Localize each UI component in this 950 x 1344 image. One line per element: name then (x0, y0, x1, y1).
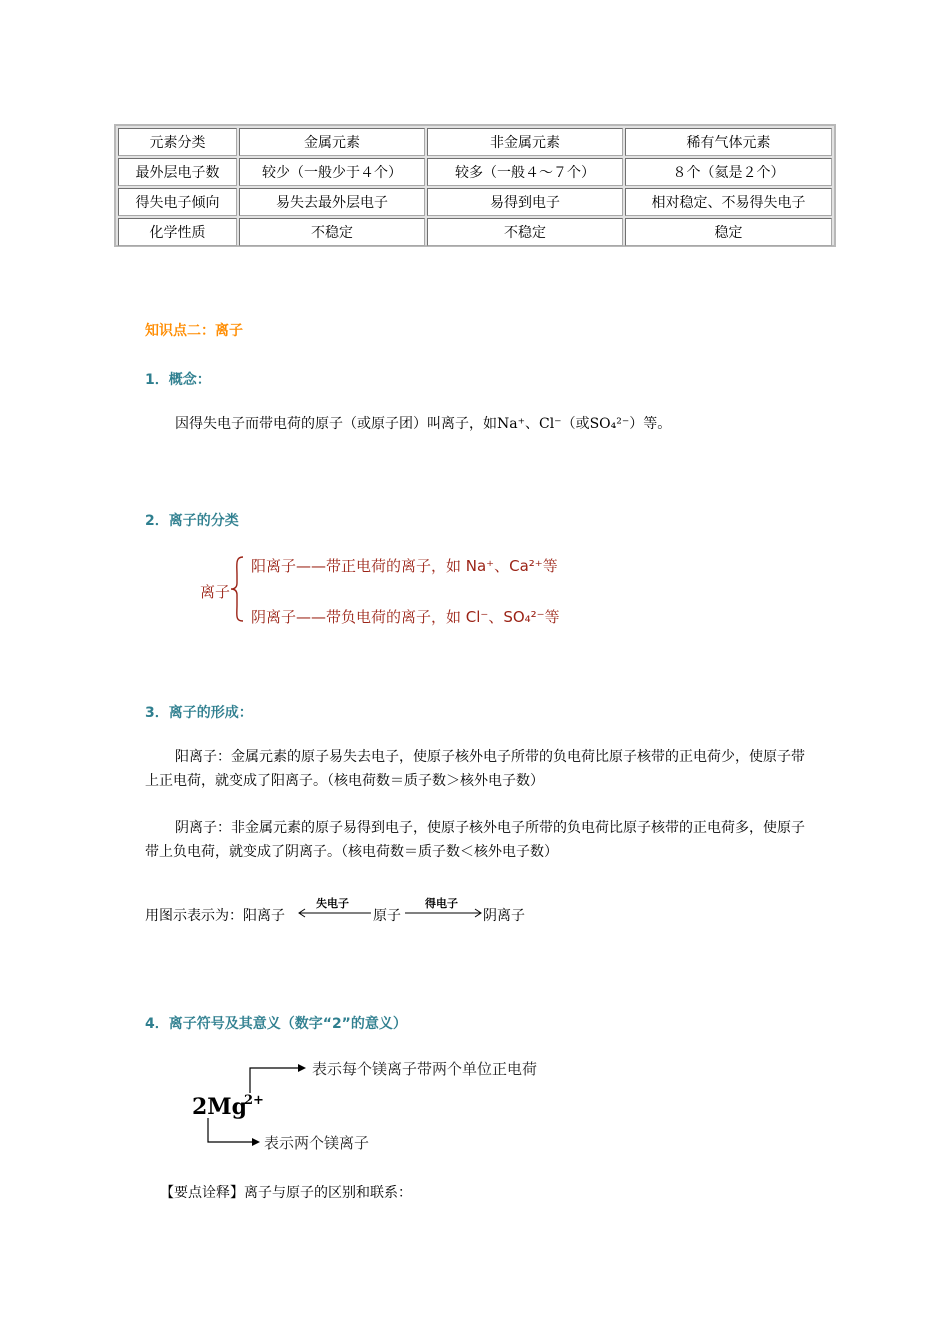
key-points-text: 【要点诠释】离子与原子的区别和联系： (160, 1185, 412, 1201)
table-row (118, 218, 832, 246)
lose-electron-label: 失电子 (316, 897, 349, 910)
table-cell: 元素分类 (118, 128, 237, 156)
table-cell: 化学性质 (118, 218, 237, 246)
table-cell: 易失去最外层电子 (239, 188, 425, 216)
atom-label: 原子 (373, 908, 401, 924)
table-cell: 易得到电子 (427, 188, 623, 216)
table-cell: 稳定 (625, 218, 832, 246)
section-title: 知识点二：离子 (145, 323, 243, 339)
table-cell: 稀有气体元素 (625, 128, 832, 156)
anion-paragraph: 阴离子：非金属元素的原子易得到电子，使原子核外电子所带的负电荷比原子核带的正电荷多，使原子带上负电荷，就变成了阴离子。（核电荷数＝质子数＜核外电子数） (145, 820, 805, 860)
table-cell: 非金属元素 (427, 128, 623, 156)
anion-line: 阴离子——带负电荷的离子，如 Cl⁻、SO₄²⁻等 (251, 608, 560, 626)
brace-icon (229, 555, 249, 623)
table-cell: 较少（一般少于４个） (239, 158, 425, 186)
ion-formula: 2Mg (192, 1094, 248, 1120)
formation-heading: 3．离子的形成： (145, 705, 253, 721)
cation-paragraph: 阳离子：金属元素的原子易失去电子，使原子核外电子所带的负电荷比原子核带的正电荷少，使原子带上正电荷，就变成了阳离子。（核电荷数＝质子数＞核外电子数） (145, 749, 805, 789)
diagram-prefix: 用图示表示为：阳离子 (145, 908, 285, 924)
upper-meaning: 表示每个镁离子带两个单位正电荷 (312, 1060, 538, 1078)
right-arrow-icon (403, 908, 483, 918)
ion-charge: 2+ (244, 1093, 264, 1108)
table-row (118, 188, 832, 216)
cation-line: 阳离子——带正电荷的离子，如 Na⁺、Ca²⁺等 (251, 557, 558, 575)
left-arrow-icon (297, 908, 373, 918)
table-cell: 最外层电子数 (118, 158, 237, 186)
lower-meaning: 表示两个镁离子 (264, 1134, 370, 1152)
concept-heading: 1．概念： (145, 372, 211, 388)
table-cell: 得失电子倾向 (118, 188, 237, 216)
table-cell: ８个（氦是２个） (625, 158, 832, 186)
table-cell: 金属元素 (239, 128, 425, 156)
element-classification-table (114, 124, 836, 247)
table-cell: 不稳定 (239, 218, 425, 246)
table-cell: 相对稳定、不易得失电子 (625, 188, 832, 216)
gain-electron-label: 得电子 (425, 897, 458, 910)
symbol-heading: 4．离子符号及其意义（数字“2”的意义） (145, 1016, 407, 1032)
anion-label: 阴离子 (483, 908, 525, 924)
table-row (118, 158, 832, 186)
table-cell: 不稳定 (427, 218, 623, 246)
ion-root-label: 离子 (200, 583, 231, 601)
table-row (118, 128, 832, 156)
classification-heading: 2．离子的分类 (145, 513, 239, 529)
concept-text: 因得失电子而带电荷的原子（或原子团）叫离子，如Na⁺、Cl⁻（或SO₄²⁻）等。 (175, 416, 672, 432)
table-cell: 较多（一般４～７个） (427, 158, 623, 186)
